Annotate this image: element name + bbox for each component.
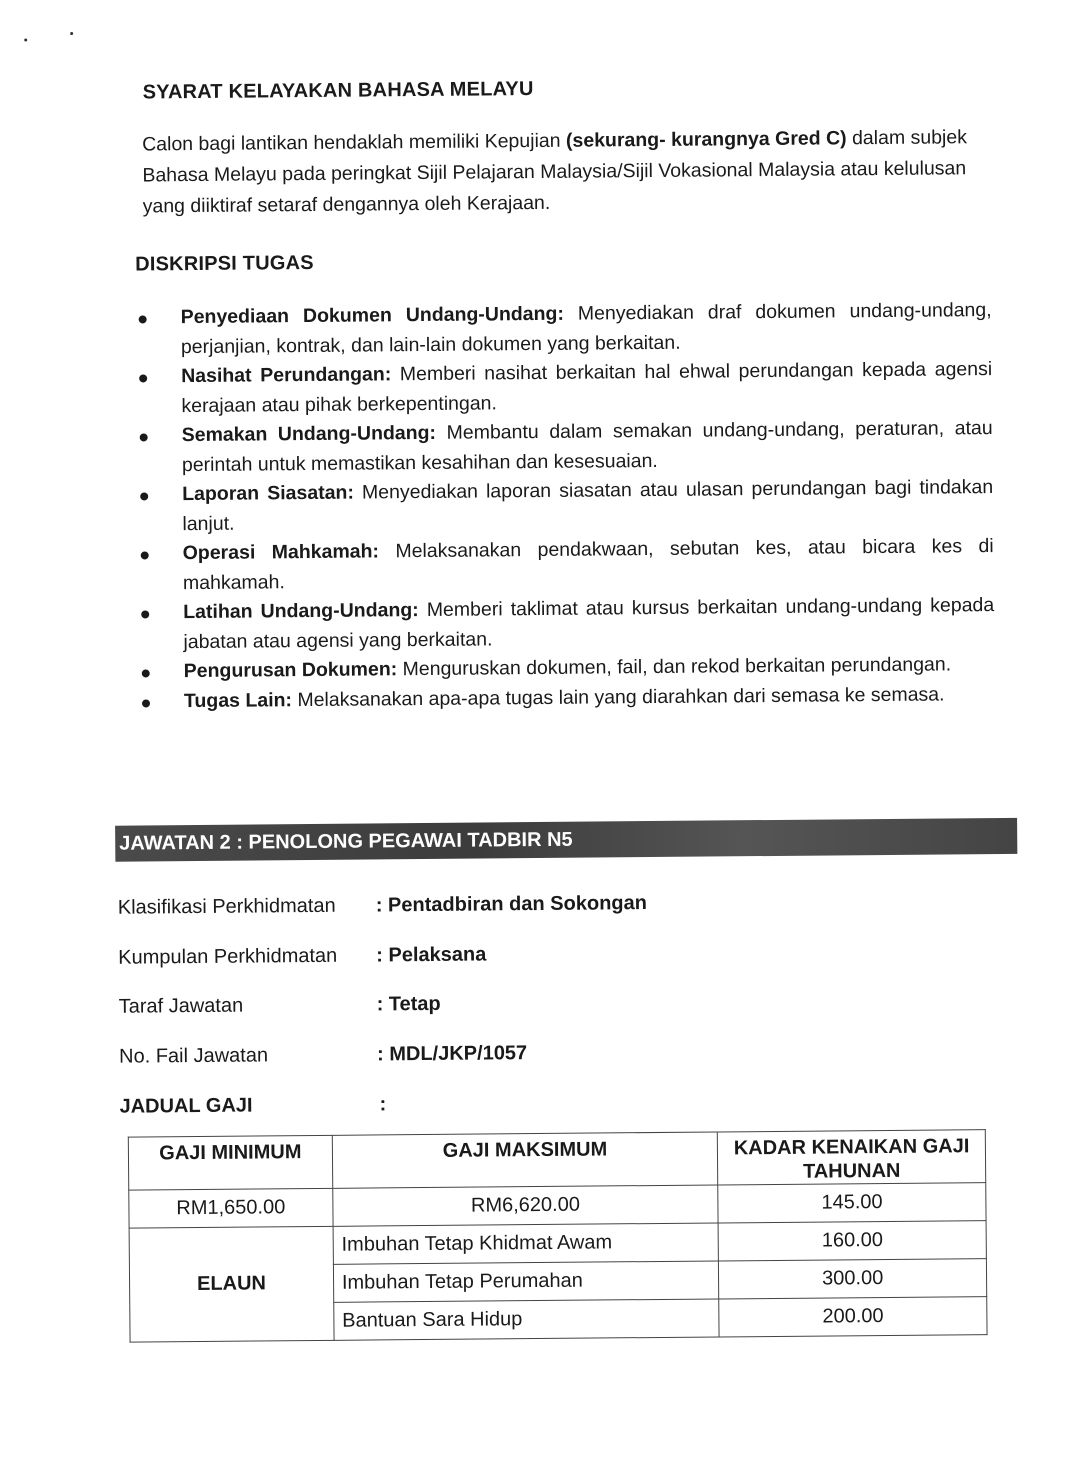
salary-schedule-label [119,1093,387,1119]
field-label: Taraf Jawatan [118,994,244,1018]
field-value-text: : MDL/JKP/1057 [376,1042,528,1066]
allowance-name-cell: Imbuhan Tetap Perumahan [333,1261,719,1302]
increment-cell: 145.00 [718,1183,986,1223]
field-label: No. Fail Jawatan [119,1044,269,1068]
header-max-salary: GAJI MAKSIMUM [332,1132,718,1188]
eligibility-text: Calon bagi lantikan hendaklah memiliki Kepujian [142,129,567,156]
duty-item [139,591,994,657]
duty-text: Membantu dalam semakan undang-undang, peraturan, atau perintah untuk memastikan kesahihan dan kesesuaian. [181,417,993,476]
header-min-salary: GAJI MINIMUM [128,1135,332,1190]
field-value-text: : Tetap [376,992,441,1016]
duty-text: Memberi taklimat atau kursus berkaitan undang-undang kepada jabatan atau agensi yang berkaitan. [183,594,995,653]
duty-item [140,680,995,717]
duty-title: Penyediaan Dokumen Undang-Undang: [180,302,565,329]
scan-speck [24,38,27,41]
eligibility-text-cont: dalam subjek Bahasa Melayu pada peringkat Sijil Pelajaran Malaysia/Sijil Vokasional Malaysia atau kelulusan yang diiktiraf setaraf dengannya oleh Kerajaan. [142,126,968,218]
allowance-amount-cell: 200.00 [719,1297,987,1337]
field-value [376,892,647,917]
field-value [376,943,486,967]
duty-text: Melaksanakan pendakwaan, sebutan kes, atau bicara kes di mahkamah. [182,535,994,594]
duty-item [137,296,992,362]
allowance-amount-cell: 160.00 [718,1221,986,1261]
field-value-text: : Pentadbiran dan Sokongan [375,892,648,917]
allowance-name-cell: Imbuhan Tetap Khidmat Awam [333,1223,719,1264]
duty-title: Pengurusan Dokumen: [183,658,398,683]
duty-title: Operasi Mahkamah: [182,540,380,565]
duty-text: Melaksanakan apa-apa tugas lain yang diarahkan dari semasa ke semasa. [291,682,945,711]
duty-text: Menguruskan dokumen, fail, dan rekod berkaitan perundangan. [397,653,952,681]
duty-item [138,473,993,539]
header-annual-increment: KADAR KENAIKAN GAJI TAHUNAN [718,1130,986,1185]
duty-title: Latihan Undang-Undang: [183,599,419,624]
field-value [377,1042,527,1066]
duty-text: Menyediakan draf dokumen undang-undang, perjanjian, kontrak, dan lain-lain dokumen yang berkaitan. [180,299,992,358]
salary-schedule-title: JADUAL GAJI [119,1094,253,1118]
duty-title: Nasihat Perundangan: [181,363,392,388]
duty-item [138,414,993,480]
field-value-text: : Pelaksana [376,943,487,967]
position-title-bar: JAWATAN 2 : PENOLONG PEGAWAI TADBIR N5 [115,818,1017,862]
eligibility-paragraph [142,122,993,222]
duty-item [137,355,992,421]
duty-item [139,532,994,598]
field-label: Kumpulan Perkhidmatan [118,944,338,969]
scan-speck [70,32,73,35]
duties-list [137,296,996,716]
table-header-row [128,1130,985,1190]
max-salary-cell: RM6,620.00 [333,1185,719,1226]
allowance-amount-cell: 300.00 [719,1259,987,1299]
allowance-label-cell: ELAUN [129,1226,334,1342]
duties-heading: DISKRIPSI TUGAS [135,251,314,276]
min-salary-cell: RM1,650.00 [129,1188,333,1228]
eligibility-grade-requirement: (sekurang- kurangnya Gred C) [565,127,847,152]
duty-text: Menyediakan laporan siasatan atau ulasan perundangan bagi tindakan lanjut. [182,476,994,535]
duty-title: Semakan Undang-Undang: [181,421,437,447]
salary-schedule-colon: : [379,1093,387,1116]
field-value [377,993,441,1017]
duty-title: Laporan Siasatan: [182,481,354,506]
duty-title: Tugas Lain: [183,688,293,712]
field-label: Klasifikasi Perkhidmatan [117,894,336,919]
duty-text: Memberi nasihat berkaitan hal ehwal perundangan kepada agensi kerajaan atau pihak berkepentingan. [181,358,993,417]
eligibility-heading: SYARAT KELAYAKAN BAHASA MELAYU [142,78,534,104]
allowance-name-cell: Bantuan Sara Hidup [334,1299,720,1340]
salary-table [128,1129,988,1342]
